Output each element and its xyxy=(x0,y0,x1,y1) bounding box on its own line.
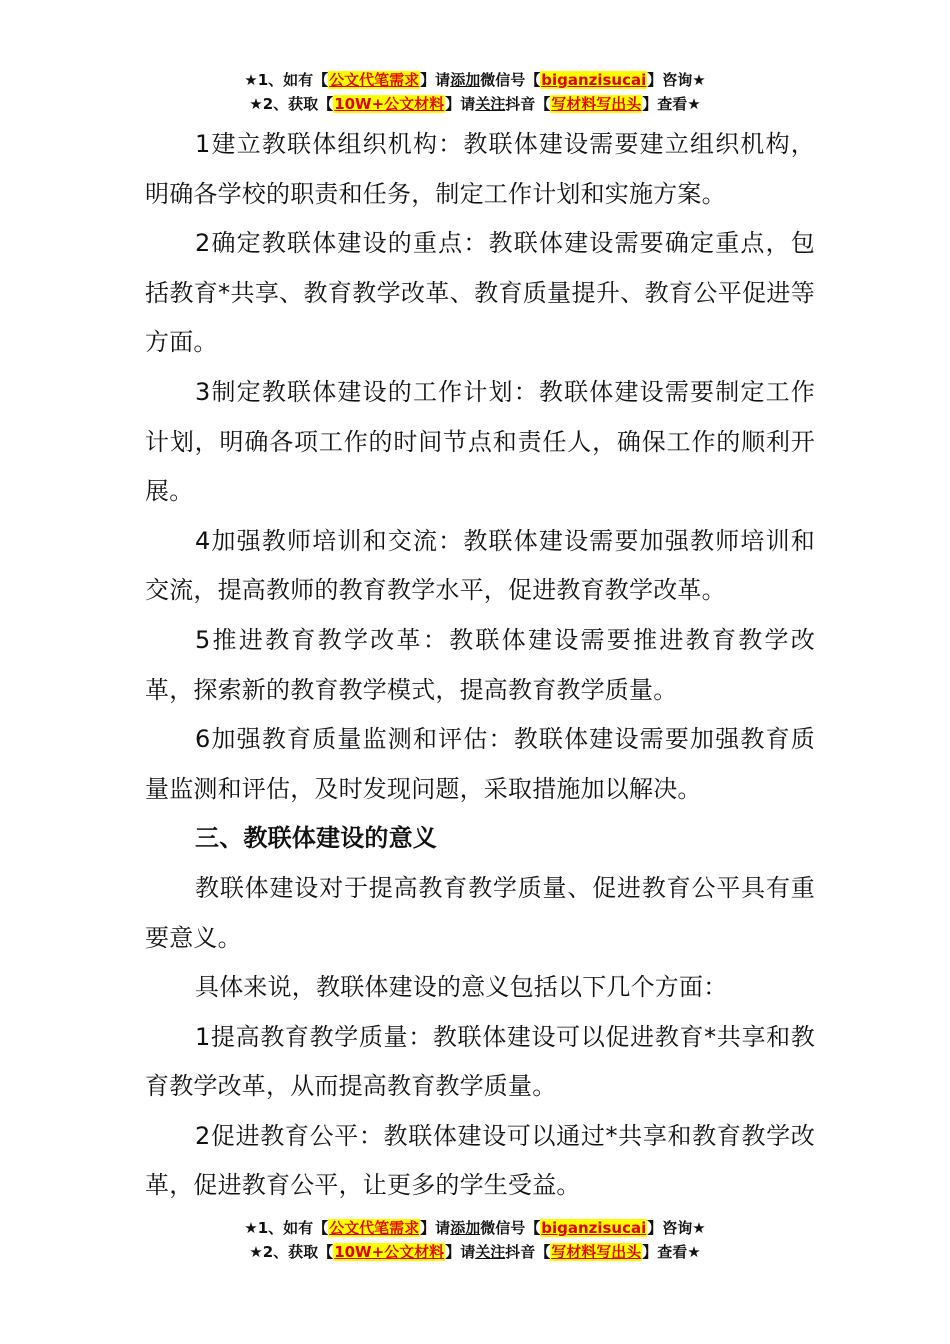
paragraph-5: 5推进教育教学改革：教联体建设需要推进教育教学改革，探索新的教育教学模式，提高教育教学质量。 xyxy=(145,625,815,704)
header-banner xyxy=(0,68,950,116)
highlight-wechat-id: biganzisucai xyxy=(541,1219,647,1237)
paragraph-8: 具体来说，教联体建设的意义包括以下几个方面： xyxy=(195,973,728,1002)
document-body xyxy=(145,120,815,1211)
paragraph-4: 4加强教师培训和交流：教联体建设需要加强教师培训和交流，提高教师的教育教学水平，促进教育教学改革。 xyxy=(145,526,815,605)
paragraph-7: 教联体建设对于提高教育教学质量、促进教育公平具有重要意义。 xyxy=(145,873,815,952)
highlight-douyin-id: 写材料写出头 xyxy=(551,1243,642,1261)
paragraph-3: 3制定教联体建设的工作计划：教联体建设需要制定工作计划，明确各项工作的时间节点和责任人，确保工作的顺利开展。 xyxy=(145,377,815,506)
banner-line-2: ★2、获取【10W+公文材料】请关注抖音【写材料写出头】查看★ xyxy=(249,95,701,113)
footer-banner xyxy=(0,1216,950,1264)
highlight-service: 公文代笔需求 xyxy=(329,1219,420,1237)
banner-line-1: ★1、如有【公文代笔需求】请添加微信号【biganzisucai】咨询★ xyxy=(244,71,706,89)
highlight-materials: 10W+公文材料 xyxy=(334,95,445,113)
section-heading: 三、教联体建设的意义 xyxy=(195,824,437,853)
highlight-douyin-id: 写材料写出头 xyxy=(551,95,642,113)
paragraph-2: 2确定教联体建设的重点：教联体建设需要确定重点，包括教育*共享、教育教学改革、教育质量提升、教育公平促进等方面。 xyxy=(145,229,815,357)
banner-line-1: ★1、如有【公文代笔需求】请添加微信号【biganzisucai】咨询★ xyxy=(244,1219,706,1237)
paragraph-10: 2促进教育公平：教联体建设可以通过*共享和教育教学改革，促进教育公平，让更多的学生受益。 xyxy=(145,1121,815,1200)
banner-line-2: ★2、获取【10W+公文材料】请关注抖音【写材料写出头】查看★ xyxy=(249,1243,701,1261)
paragraph-9: 1提高教育教学质量：教联体建设可以促进教育*共享和教育教学改革，从而提高教育教学质量。 xyxy=(145,1022,815,1101)
paragraph-1: 1建立教联体组织机构：教联体建设需要建立组织机构，明确各学校的职责和任务，制定工作计划和实施方案。 xyxy=(145,130,815,208)
paragraph-6: 6加强教育质量监测和评估：教联体建设需要加强教育质量监测和评估，及时发现问题，采取措施加以解决。 xyxy=(145,725,815,803)
highlight-service: 公文代笔需求 xyxy=(329,71,420,89)
highlight-wechat-id: biganzisucai xyxy=(541,71,647,89)
highlight-materials: 10W+公文材料 xyxy=(334,1243,445,1261)
